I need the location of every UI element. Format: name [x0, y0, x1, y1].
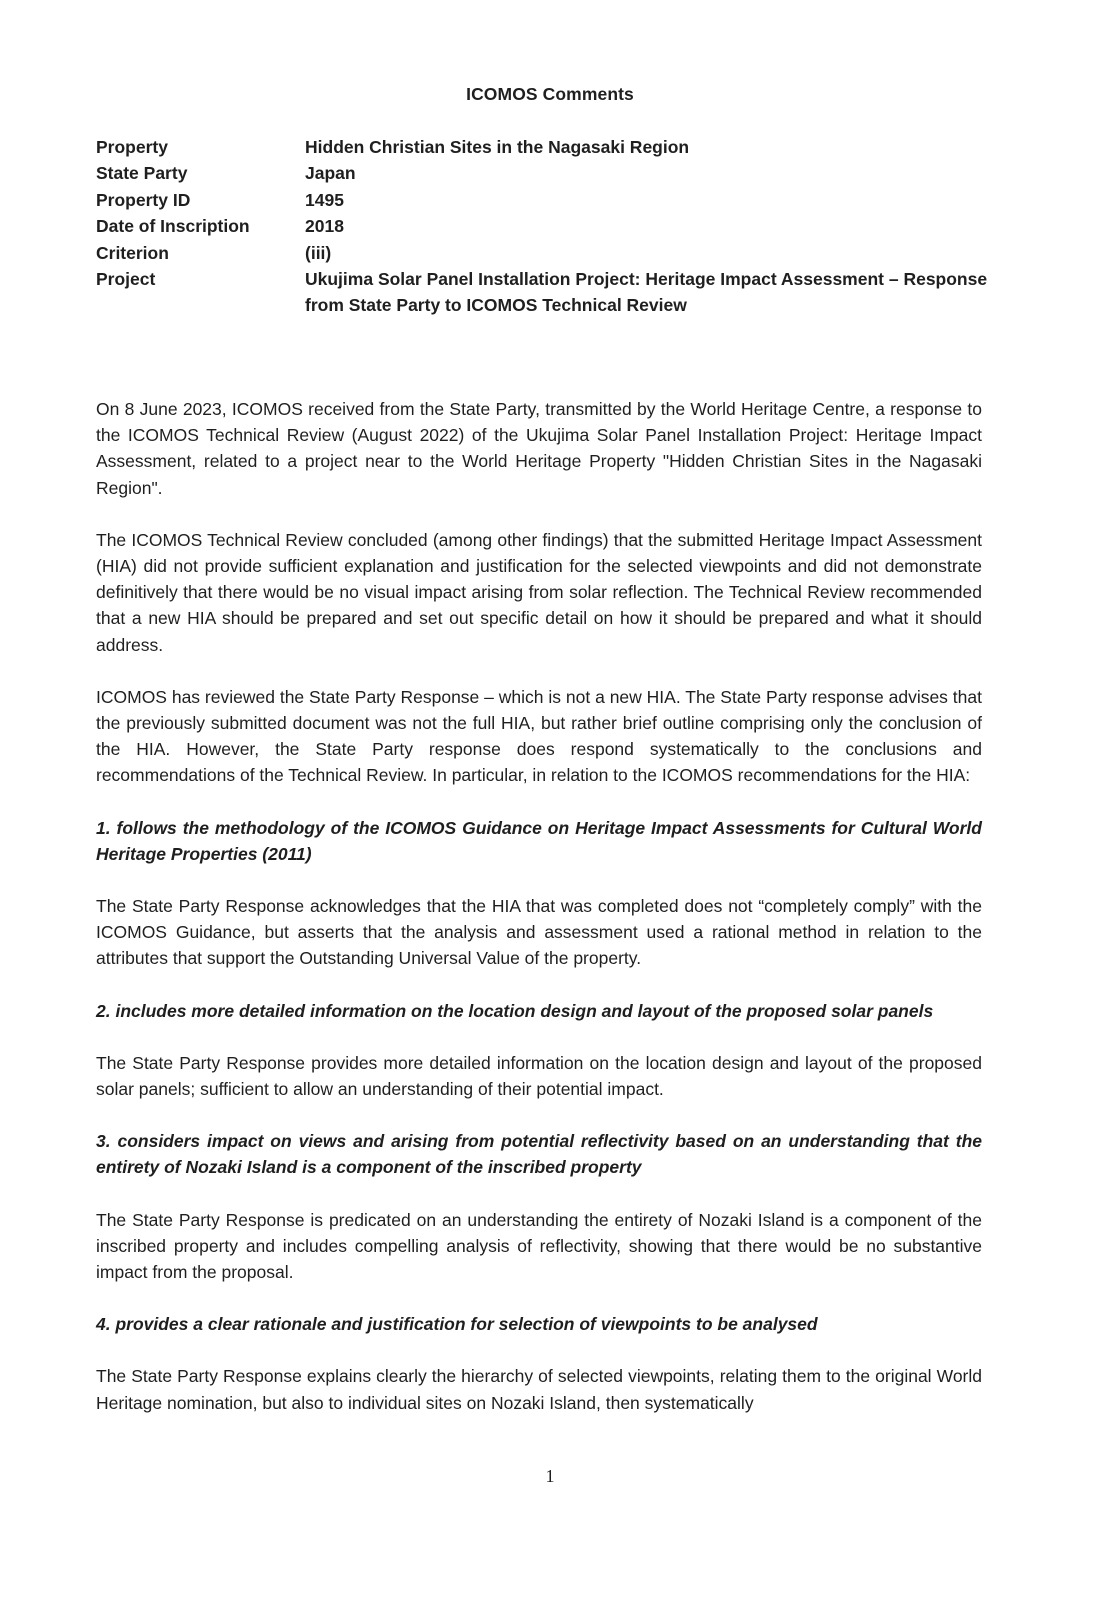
- metadata-value: 2018: [305, 216, 344, 237]
- metadata-value: (iii): [305, 242, 332, 263]
- metadata-row-property-id: [96, 187, 996, 213]
- body-paragraph: ICOMOS has reviewed the State Party Response – which is not a new HIA. The State Party response advises that the previously submitted document was not the full HIA, but rather brief outline comprising only the conclusion of the HIA. However, the State Party response does respond systematically to the conclusions and recommendations of the Technical Review. In particular, in relation to the ICOMOS recommendations for the HIA:: [96, 686, 982, 786]
- section-text: The State Party Response acknowledges that the HIA that was completed does not “completely comply” with the ICOMOS Guidance, but asserts that the analysis and assessment used a rational method in relation to the attributes that support the Outstanding Universal Value of the property.: [96, 896, 982, 969]
- section-heading: 2. includes more detailed information on the location design and layout of the proposed solar panels: [96, 1000, 934, 1021]
- section-heading: 4. provides a clear rationale and justification for selection of viewpoints to be analysed: [96, 1314, 818, 1335]
- section-heading: 3. considers impact on views and arising from potential reflectivity based on an understanding that the entirety of Nozaki Island is a component of the inscribed property: [96, 1131, 982, 1178]
- body-paragraph: On 8 June 2023, ICOMOS received from the State Party, transmitted by the World Heritage Centre, a response to the ICOMOS Technical Review (August 2022) of the Ukujima Solar Panel Installation Project: Heritage Impact Assessment, related to a project near to the World Heritage Property "Hidden Christian Sites in the Nagasaki Region".: [96, 399, 982, 498]
- metadata-label: Criterion: [96, 242, 169, 263]
- section-text: The State Party Response provides more detailed information on the location design and layout of the proposed solar panels; sufficient to allow an understanding of their potential impact.: [96, 1052, 982, 1100]
- document-body: [96, 396, 982, 1442]
- metadata-row-state-party: [96, 160, 996, 186]
- metadata-label: Property ID: [96, 189, 191, 210]
- metadata-label: Date of Inscription: [96, 216, 250, 237]
- metadata-row-property: [96, 134, 996, 160]
- body-paragraph: The ICOMOS Technical Review concluded (among other findings) that the submitted Heritage Impact Assessment (HIA) did not provide sufficient explanation and justification for the selected viewpoints and did not demonstrate definitively that there would be no visual impact arising from solar reflection. The Technical Review recommended that a new HIA should be prepared and set out specific detail on how it should be prepared and what it should address.: [96, 529, 982, 655]
- section-text: The State Party Response is predicated on an understanding the entirety of Nozaki Island is a component of the inscribed property and includes compelling analysis of reflectivity, showing that there would be no substantive impact from the proposal.: [96, 1209, 982, 1283]
- metadata-label: State Party: [96, 163, 188, 184]
- metadata-value: 1495: [305, 189, 344, 210]
- page-number: 1: [545, 1466, 555, 1486]
- metadata-label: Property: [96, 137, 168, 157]
- section-text: The State Party Response explains clearly the hierarchy of selected viewpoints, relating them to the original World Heritage nomination, but also to individual sites on Nozaki Island, then systematically: [96, 1366, 982, 1413]
- metadata-table: [96, 134, 996, 319]
- metadata-row-date-of-inscription: [96, 213, 996, 239]
- metadata-row-project: [96, 266, 996, 319]
- section-heading: 1. follows the methodology of the ICOMOS Guidance on Heritage Impact Assessments for Cultural World Heritage Properties (2011): [96, 817, 982, 864]
- metadata-row-criterion: [96, 240, 996, 266]
- document-title: ICOMOS Comments: [466, 84, 634, 104]
- metadata-value: Ukujima Solar Panel Installation Project: Heritage Impact Assessment – Response from State Party to ICOMOS Technical Review: [305, 269, 988, 316]
- metadata-value: Japan: [305, 163, 356, 184]
- metadata-value: Hidden Christian Sites in the Nagasaki Region: [305, 137, 690, 157]
- metadata-label: Project: [96, 269, 156, 290]
